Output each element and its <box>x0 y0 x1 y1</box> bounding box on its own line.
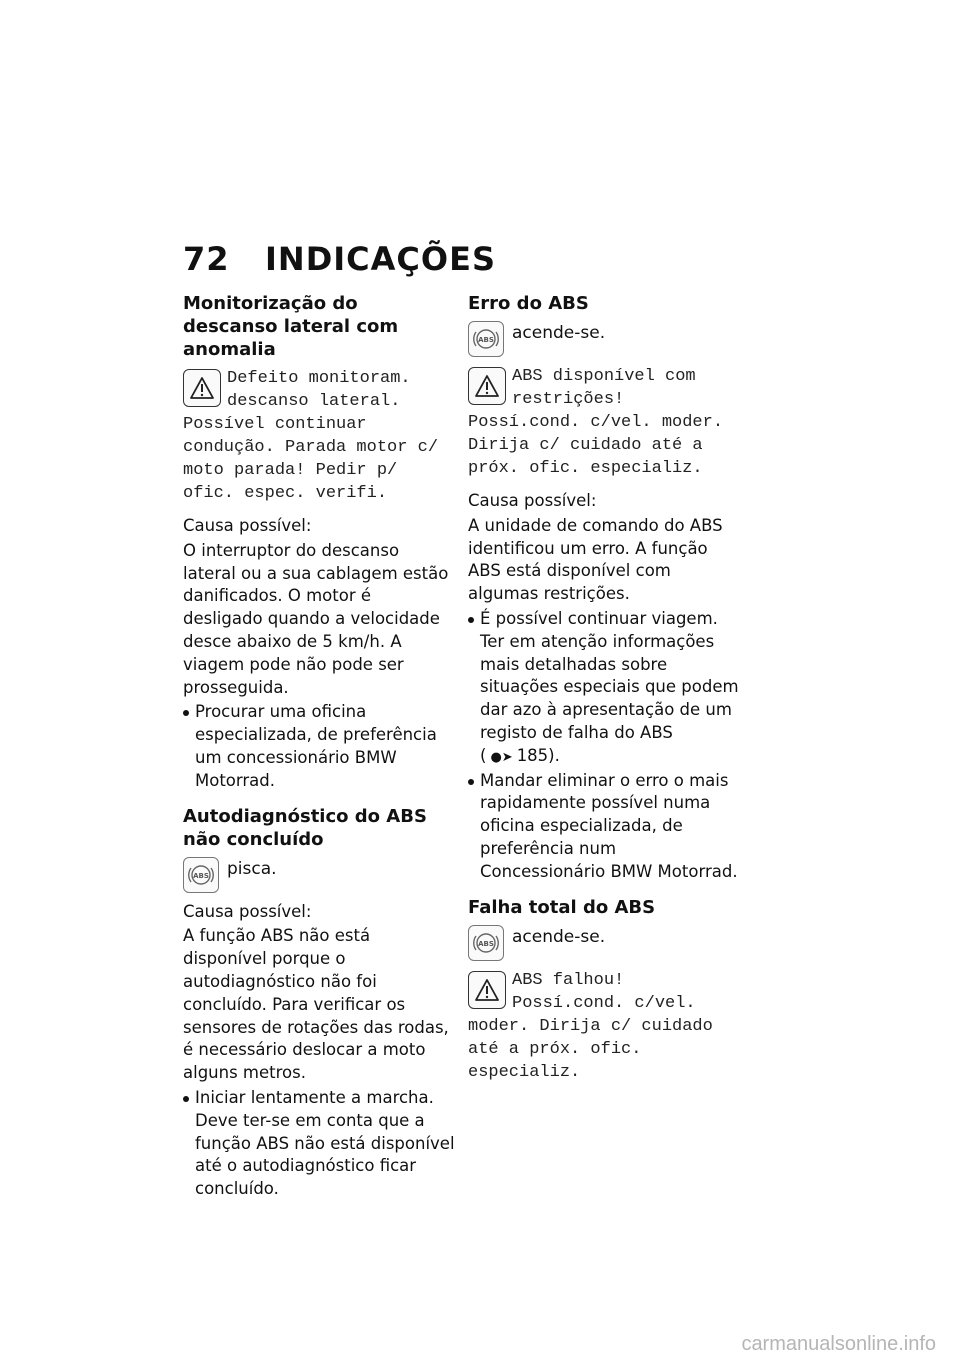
page-number: 72 <box>183 240 230 278</box>
abs-icon-label: ABS <box>478 939 494 948</box>
abs-icon-label: ABS <box>478 336 494 344</box>
list-item: É possível continuar viagem. Ter em atenção informações mais detalhadas sobre situações especiais que podem dar azo à apresentação de um registo de falha do ABS ( ●➤ 185). <box>468 608 740 770</box>
cause-label: Causa possível: <box>183 516 312 535</box>
list-item: Mandar eliminar o erro o mais rapidamente possível numa oficina especializada, de preferência num Concessionário BMW Motorrad. <box>468 770 740 884</box>
indicator-row <box>468 925 740 961</box>
right-column <box>468 292 740 1094</box>
watermark: carmanualsonline.info <box>741 1333 936 1355</box>
page-title: INDICAÇÕES <box>265 240 496 278</box>
indicator-text: acende-se. <box>512 323 606 343</box>
section-abs-total-failure <box>468 896 740 1084</box>
indicator-row <box>183 857 455 893</box>
action-list <box>183 701 455 792</box>
action-list <box>183 1087 455 1201</box>
cause-text: A função ABS não está disponível porque o autodiagnóstico não foi concluído. Para verificar os sensores de rotações das rodas, é necessário deslocar a moto alguns metros. <box>183 926 449 1083</box>
section-title: Autodiagnóstico do ABS não concluído <box>183 805 427 850</box>
action-list <box>468 608 740 884</box>
abs-icon <box>183 857 219 893</box>
list-item: Iniciar lentamente a marcha. Deve ter-se em conta que a função ABS não está disponível até o autodiagnóstico ficar concluído. <box>183 1087 455 1201</box>
cause-label: Causa possível: <box>183 901 312 921</box>
warning-triangle-icon <box>468 367 506 405</box>
page-reference[interactable]: 185). <box>516 745 560 765</box>
abs-icon-label: ABS <box>193 871 209 880</box>
cause-label: Causa possível: <box>468 491 597 510</box>
cause-text: A unidade de comando do ABS identificou um erro. A função ABS está disponível com algumas restrições. <box>468 515 723 604</box>
arrow-reference-icon: ●➤ <box>490 749 513 765</box>
section-title: Monitorização do descanso lateral com anomalia <box>183 293 399 360</box>
abs-icon <box>468 925 504 961</box>
page-header <box>183 240 496 278</box>
warning-triangle-icon <box>183 369 221 407</box>
section-title: Falha total do ABS <box>468 896 656 918</box>
list-item: Procurar uma oficina especializada, de preferência um concessionário BMW Motorrad. <box>183 701 455 792</box>
abs-icon <box>468 321 504 357</box>
display-message: ABS falhou! Possí.cond. c/vel. moder. Dirija c/ cuidado até a próx. ofic. especializ. <box>468 970 713 1082</box>
section-abs-selfdiagnosis <box>183 805 455 1201</box>
display-message: Defeito monitoram. descanso lateral. Possível continuar condução. Parada motor c/ moto parada! Pedir p/ ofic. espec. verifi. <box>183 369 439 503</box>
cause-text: O interruptor do descanso lateral ou a sua cablagem estão danificados. O motor é desligado quando a velocidade desce abaixo de 5 km/h. A viagem pode não pode ser prosseguida. <box>183 540 449 697</box>
warning-triangle-icon <box>468 971 506 1009</box>
display-message: ABS disponível com restrições! Possí.cond. c/vel. moder. Dirija c/ cuidado até a próx. ofic. especializ. <box>468 367 724 478</box>
indicator-row <box>468 321 740 357</box>
section-abs-error <box>468 292 740 884</box>
indicator-text: pisca. <box>227 858 277 879</box>
section-side-stand-monitoring <box>183 292 455 793</box>
indicator-text: acende-se. <box>512 926 606 947</box>
left-column <box>183 292 455 1213</box>
section-title: Erro do ABS <box>468 293 589 314</box>
